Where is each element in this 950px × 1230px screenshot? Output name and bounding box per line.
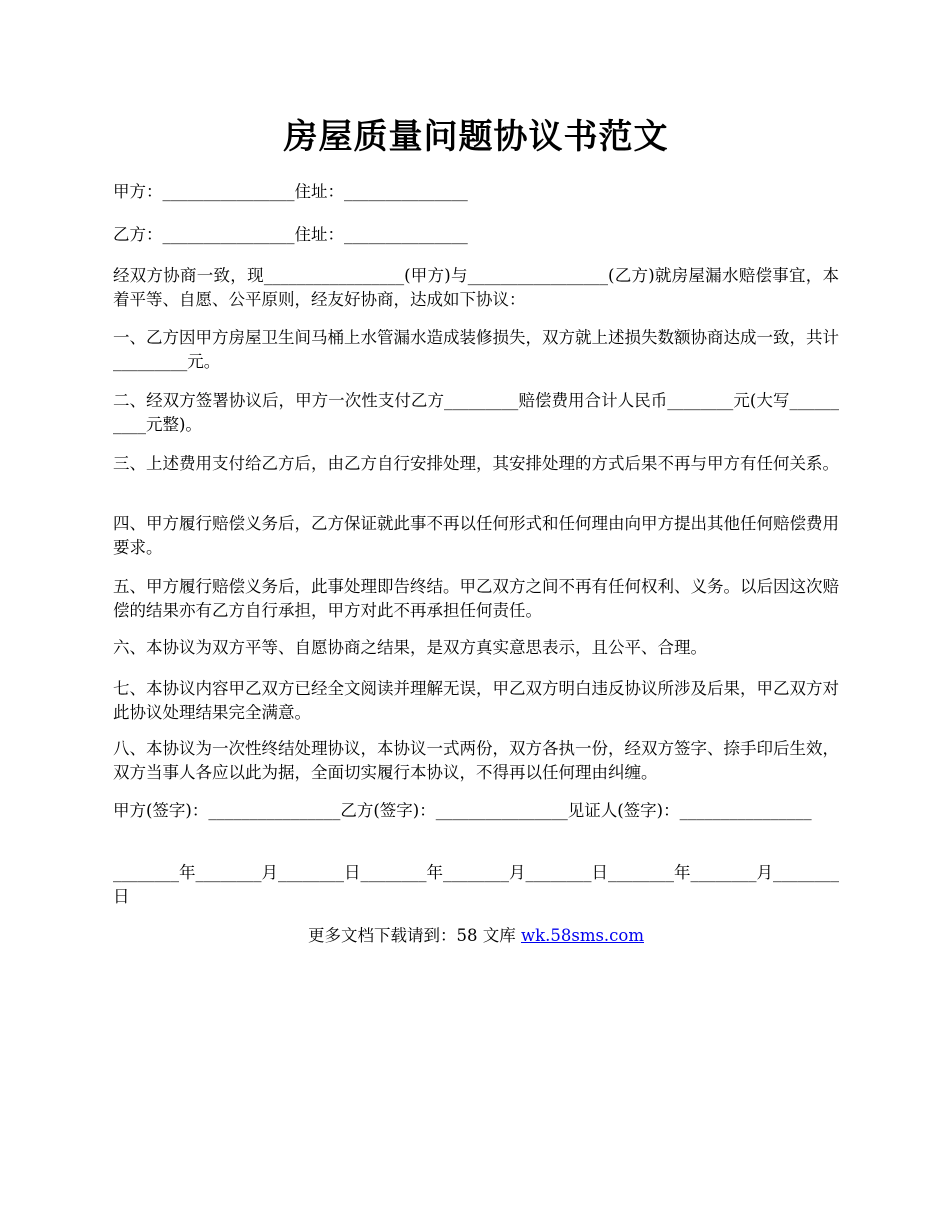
clause-3: 三、上述费用支付给乙方后，由乙方自行安排处理，其安排处理的方式后果不再与甲方有任何关系。	[113, 454, 839, 473]
clause-7: 七、本协议内容甲乙双方已经全文阅读并理解无误，甲乙双方明白违反协议所涉及后果，甲乙双方对此协议处理结果完全满意。	[113, 679, 839, 722]
clause-1: 一、乙方因甲方房屋卫生间马桶上水管漏水造成装修损失，双方就上述损失数额协商达成一致，共计_________元。	[113, 328, 839, 371]
footer-link[interactable]: wk.58sms.com	[520, 926, 644, 945]
footer-prefix: 更多文档下载请到：58 文库	[307, 926, 521, 945]
party-b-line: 乙方：________________住址：_______________	[113, 225, 468, 244]
footer	[113, 924, 839, 948]
document-title: 房屋质量问题协议书范文	[283, 117, 669, 157]
clause-5: 五、甲方履行赔偿义务后，此事处理即告终结。甲乙双方之间不再有任何权利、义务。以后因这次赔偿的结果亦有乙方自行承担，甲方对此不再承担任何责任。	[113, 577, 839, 620]
party-a-line: 甲方：________________住址：_______________	[113, 182, 468, 201]
signature-line: 甲方(签字)：________________乙方(签字)：________________见证人(签字)：________________	[113, 801, 812, 820]
clause-4: 四、甲方履行赔偿义务后，乙方保证就此事不再以任何形式和任何理由向甲方提出其他任何赔偿费用要求。	[113, 514, 839, 557]
intro-paragraph: 经双方协商一致，现_________________(甲方)与_________________(乙方)就房屋漏水赔偿事宜，本着平等、自愿、公平原则，经友好协商，达成如下协议：	[113, 266, 839, 309]
date-line: ________年________月________日________年________月________日________年________月________日	[113, 863, 839, 906]
clause-2: 二、经双方签署协议后，甲方一次性支付乙方_________赔偿费用合计人民币________元(大写__________元整)。	[113, 391, 839, 434]
clause-8: 八、本协议为一次性终结处理协议，本协议一式两份，双方各执一份，经双方签字、捺手印后生效，双方当事人各应以此为据，全面切实履行本协议，不得再以任何理由纠缠。	[113, 739, 839, 782]
clause-6: 六、本协议为双方平等、自愿协商之结果，是双方真实意思表示，且公平、合理。	[113, 638, 707, 657]
